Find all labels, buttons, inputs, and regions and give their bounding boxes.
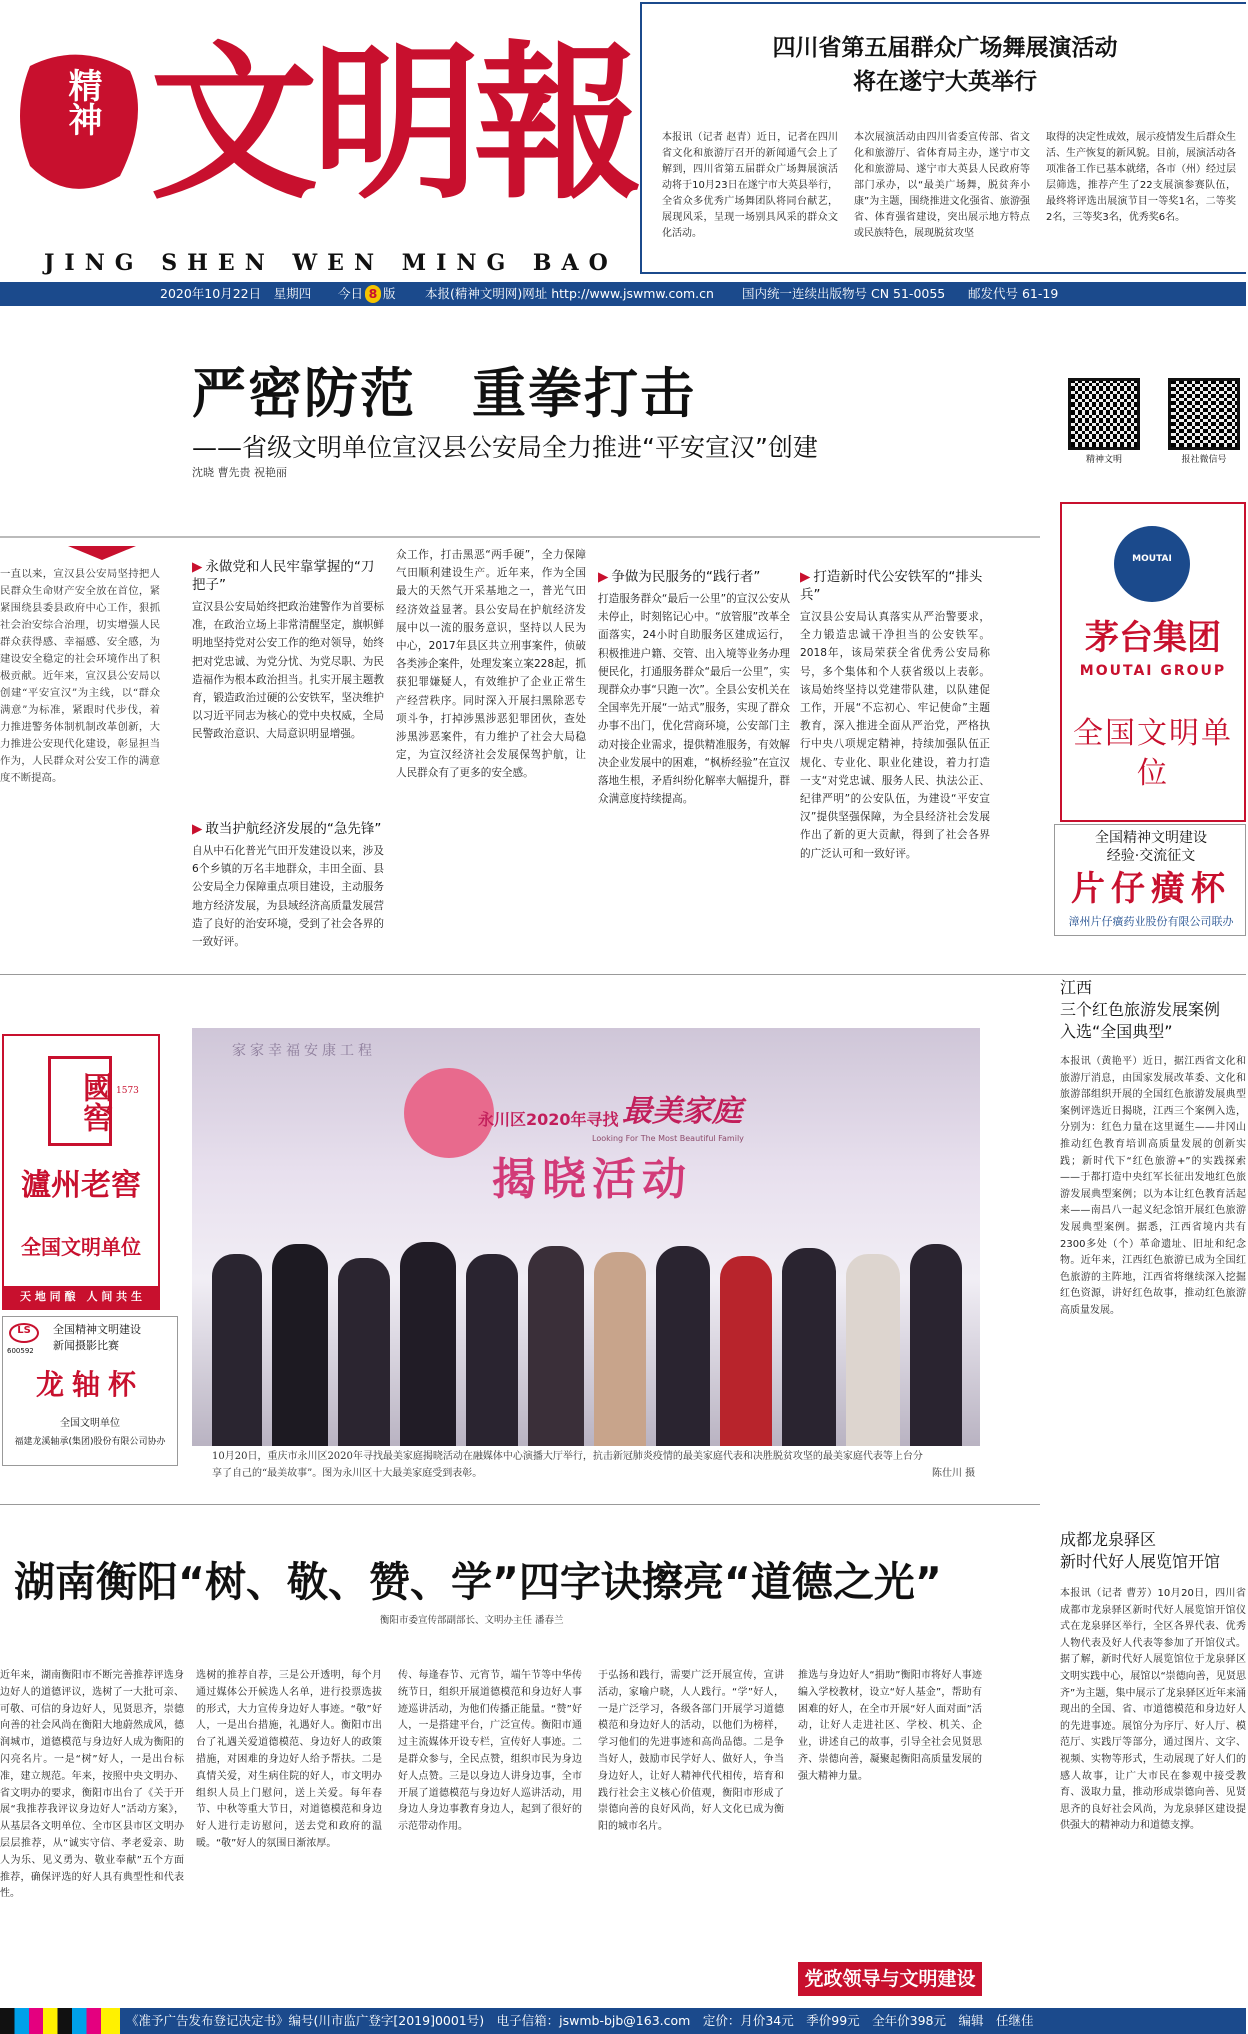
lzlj-seal: 國窖 — [77, 1072, 112, 1132]
lead-col1-subhead-1-text: 永做党和人民牢靠掌握的“刀把子” — [192, 559, 375, 593]
lead-col1-text-2: 自从中石化普光气田开发建设以来，涉及6个乡镇的万名丰地群众，丰田全面、县公安局全力保障重点项目建设，主动服务地方经济发展，为县域经济高质量发展营造了良好的治安环境，受到了社会各界的一致好评。 — [192, 845, 384, 949]
issue-date: 2020年10月22日 星期四 — [160, 286, 312, 301]
sidebar2-text: 本报讯（记者 曹芳）10月20日，四川省成都市龙泉驿区新时代好人展览馆开馆仪式在龙泉驿区举行，全区各界代表、优秀人物代表及好人代表等参加了开馆仪式。据了解，新时代好人展览馆位于龙泉驿区文明实践中心，展馆以“崇德向善，见贤思齐”为主题，集中展示了龙泉驿区近年来涌现出的全国、省、市道德模范和身边好人的先进事迹。展馆分为序厅、好人厅、模范厅、实践厅等部分，通过图片、文字、视频、实物等形式，生动展现了好人们的感人故事，让广大市民在参观中接受教育、汲取力量，推动形成崇德向善、见贤思齐的良好社会风尚，为龙泉驿区建设提供强大的精神动力和道德支撑。 — [1060, 1588, 1246, 1832]
photo-caption: 10月20日，重庆市永川区2020年寻找最美家庭揭晓活动在融媒体中心演播大厅举行，抗击新冠肺炎疫情的最美家庭代表和决胜脱贫攻坚的最美家庭代表等上台分享了自己的“最美故事”。图为永川区十大最美家庭受到表彰。 — [212, 1451, 923, 1479]
person — [846, 1254, 900, 1446]
sidebar1-title-1: 江西 — [1060, 978, 1093, 997]
pages-num: 8 — [365, 285, 381, 303]
lzlj-seal-year: 1573 — [116, 1086, 139, 1096]
hunan-col-3: 传、每逢春节、元宵节，端午节等中华传统节日，组织开展道德模范和身边好人事迹巡讲活动，为他们传播正能量。“赞”好人，一是搭建平台，广泛宣传。衡阳市通过主流媒体开设专栏，宣传好人事迹。二是群众参与，全民点赞，组织市民为身边好人点赞。三是以身边人讲身边事，全市开展了道德模范与身边好人巡讲活动，用身边人身边事教育身边人，起到了很好的示范带动作用。 — [398, 1670, 582, 1833]
sidebar1-top-rule — [0, 974, 1246, 975]
hunan-col-1: 近年来，湖南衡阳市不断完善推荐评选身边好人的道德评议，选树了一大批可亲、可敬、可信的身边好人，见贤思齐，崇德向善的社会风尚在衡阳大地蔚然成风，德润城市，道德模范与身边好人成为衡阳的闪亮名片。一是“树”好人，一是出台标准，建立规范。年来，按照中央文明办、省文明办的要求，衡阳市出台了《关于开展“我推荐我评议身边好人”活动方案》，从基层各文明单位、全市区县市区文明办层层推荐，从“诚实守信、孝老爱亲、助人为乐、见义勇为、敬业奉献”五个方面推荐，确保评选的好人具有典型性和代表性。 — [0, 1670, 184, 1900]
postal-code: 邮发代号 61-19 — [968, 286, 1059, 301]
photo-banner-main: 最美家庭 — [622, 1094, 742, 1129]
qr-code-1[interactable] — [1068, 378, 1140, 450]
lead-col-4 — [800, 546, 990, 960]
person — [528, 1246, 584, 1446]
photo-banner-prefix: 永川区2020年寻找 — [478, 1110, 619, 1129]
lead-col4-subhead — [800, 568, 990, 604]
play-icon: ▶ — [598, 569, 609, 585]
lead-col1-subhead-2-text: 敢当护航经济发展的“急先锋” — [205, 821, 382, 837]
masthead-seal — [10, 46, 150, 196]
website-link[interactable]: 本报(精神文明网)网址 http://www.jswmw.com.cn — [425, 286, 714, 301]
sidebar2-title-2: 新时代好人展览馆开馆 — [1060, 1552, 1221, 1571]
lzlj-ad[interactable] — [2, 1034, 160, 1310]
lead-col3-subhead-text: 争做为民服务的“践行者” — [611, 569, 761, 585]
masthead-pinyin: JING SHEN WEN MING BAO — [44, 250, 618, 276]
lead-headline: 严密防范 重拳打击 — [192, 362, 696, 425]
play-icon: ▶ — [800, 569, 811, 585]
lead-subtitle: ——省级文明单位宣汉县公安局全力推进“平安宣汉”创建 — [192, 433, 818, 462]
lead-col-2: 众工作，打击黑恶“两手硬”，全力保障气田顺利建设生产。近年来，作为全国最大的天然气开采基地之一，普光气田经济效益显著。县公安局在护航经济发展中以一流的服务意识，坚持以人民为中心，2017年县区共立刑事案件，侦破各类涉企案件，处理发案立案228起，抓获犯罪嫌疑人，有效维护了企业正常生产经营秩序。同时深入开展扫黑除恶专项斗争，打掉涉黑涉恶犯罪团伙，查处涉黑涉恶案件，有力维护了社会大局稳定，为宣汉经济社会发展保驾护航，让人民群众有了更多的安全感。 — [396, 549, 586, 780]
sidebar1-text: 本报讯（黄艳平）近日，据江西省文化和旅游厅消息，由国家发展改革委、文化和旅游部组织开展的全国红色旅游发展典型案例评选近日揭晓，江西三个案例入选，分别为：红色力量在这里诞生——井冈山推动红色教育培训高质量发展的创新实践；新时代下“红色旅游+”的实践探索——于都打造中央红军长征出发地红色旅游发展典型案例；以为本让红色教育活起来——南昌八一起义纪念馆开展红色旅游发展典型案例。据悉，江西省境内共有2300多处（个）革命遗址、旧址和纪念物。近年来，江西红色旅游已成为全国红色旅游的主阵地，江西省将继续深入挖掘红色资源，讲好红色故事，推动红色旅游高质量发展。 — [1060, 1056, 1246, 1316]
longzhou-top-1: 全国精神文明建设 — [53, 1323, 141, 1336]
lead-col3-subhead — [598, 568, 790, 586]
lead-byline: 沈晓 曹先贵 祝艳丽 — [192, 466, 287, 479]
pzh-top: 全国精神文明建设 — [1095, 830, 1207, 846]
lead-col-3 — [598, 546, 790, 960]
award-recipients — [212, 1224, 962, 1446]
person — [400, 1242, 456, 1446]
pages-suffix: 版 — [383, 286, 396, 301]
top-story-title-2: 将在遂宁大英举行 — [853, 69, 1037, 95]
hunan-headline: 湖南衡阳“树、敬、赞、学”四字诀擦亮“道德之光” — [14, 1558, 942, 1606]
play-icon: ▶ — [192, 821, 203, 837]
longzhou-company: 福建龙溪轴承(集团)股份有限公司协办 — [14, 1437, 166, 1447]
issn: 国内统一连续出版物号 CN 51-0055 — [742, 286, 946, 301]
lead-col1-subhead-1 — [192, 558, 384, 594]
lead-col4-text: 宣汉县公安局认真落实从严治警要求，全力锻造忠诚干净担当的公安铁军。2018年，该局荣获全省优秀公安局称号，多个集体和个人获省级以上表彰。该局始终坚持以党建带队建，以队建促工作，开展“不忘初心、牢记使命”主题教育，深入推进全面从严治党，严格执行中央八项规定精神，持续加强队伍正规化、专业化、职业化建设，着力打造一支“对党忠诚、服务人民、执法公正、纪律严明”的公安队伍，为建设“平安宣汉”提供坚强保障，为全县经济社会发展作出了新的更大贡献，得到了社会各界的广泛认可和一致好评。 — [800, 611, 990, 860]
pzh-mid: 经验·交流征文 — [1106, 848, 1196, 864]
ls-code: 600592 — [7, 1347, 34, 1355]
pages-count — [338, 282, 396, 306]
pages-prefix: 今日 — [338, 286, 364, 301]
person — [466, 1254, 518, 1446]
hunan-col-4: 于弘扬和践行，需要广泛开展宣传，宣讲活动，家喻户晓，人人践行。“学”好人，一是广泛学习，各级各部门开展学习道德模范和身边好人的活动，以他们为榜样，学习他们的先进事迹和高尚品德。二是争当好人，鼓励市民学好人、做好人，争当身边好人，让好人精神代代相传，培育和践行社会主义核心价值观，衡阳市形成了崇德向善的良好风尚，好人文化已成为衡阳的城市名片。 — [598, 1670, 784, 1833]
footer-text: 《准予广告发布登记决定书》编号(川市监广登字[2019]0001号) 电子信箱：jswmb-bjb@163.com 定价：月价34元 季价99元 全年价398元 编辑 任继佳 — [126, 2013, 1034, 2028]
person — [212, 1254, 262, 1446]
longzhou-unit: 全国文明单位 — [60, 1418, 120, 1429]
pzh-name: 片仔癀杯 — [1071, 869, 1231, 909]
person — [338, 1258, 390, 1446]
person — [656, 1246, 710, 1446]
top-story-col-1: 本报讯（记者 赵青）近日，记者在四川省文化和旅游厅召开的新闻通气会上了解到，四川省第五届群众广场舞展演活动将于10月23日在遂宁市大英县举行，全省众多优秀广场舞团队将同台献艺，展现风采，呈现一场别具风采的群众文化活动。 — [662, 132, 838, 239]
qr-label-2: 报社微信号 — [1181, 455, 1227, 465]
sidebar1-title-2: 三个红色旅游发展案例 — [1060, 1000, 1221, 1019]
person — [910, 1244, 962, 1446]
qr-code-2[interactable] — [1168, 378, 1240, 450]
moutai-cn-name: 茅台集团 — [1085, 618, 1221, 658]
qr-label-1: 精神文明 — [1085, 455, 1122, 465]
person — [720, 1256, 772, 1446]
lzlj-name: 瀘州老窖 — [21, 1168, 141, 1203]
lzlj-footer: 天 地 同 酿 人 间 共 生 — [4, 1286, 158, 1308]
hunan-col-5: 推选与身边好人“捐助”衡阳市将好人事迹编入学校教材，设立“好人基金”，帮助有困难的好人，在全市开展“好人面对面”活动，让好人走进社区、学校、机关、企业，讲述自己的故事，引导全社会见贤思齐、崇德向善，凝聚起衡阳高质量发展的强大精神力量。 — [798, 1670, 982, 1782]
longzhou-ad[interactable] — [2, 1316, 178, 1466]
ls-logo-text: LS — [17, 1325, 31, 1336]
hunan-top-rule — [0, 1504, 1040, 1505]
top-story-col-3: 取得的决定性成效，展示疫情发生后群众生活、生产恢复的新风貌。目前，展演活动各项准备工作已基本就绪，各市（州）经过层层筛选，推荐产生了22支展演参赛队伍，最终将评选出展演节目一等奖1名，二等奖2名，三等奖3名，优秀奖6名。 — [1046, 132, 1236, 223]
photo-banner-title: 揭晓活动 — [492, 1154, 692, 1205]
sidebar2-title-1: 成都龙泉驿区 — [1060, 1530, 1157, 1549]
lead-col-1 — [192, 554, 384, 964]
hunan-col-2: 选树的推荐自荐，三是公开透明，每个月通过媒体公开候选人名单，进行投票选拔的形式，大力宣传身边好人事迹。“敬”好人，一是出台措施，礼遇好人。衡阳市出台了礼遇关爱道德模范、身边好人的政策措施，对困难的身边好人给予帮扶。二是真情关爱，对生病住院的好人，市文明办组织人员上门慰问，送上关爱。每年春节、中秋等重大节日，对道德模范和身边好人进行走访慰问，送去党和政府的温暖。“敬”好人的氛围日渐浓厚。 — [196, 1670, 382, 1849]
photo-banner-en: Looking For The Most Beautiful Family — [592, 1134, 744, 1143]
feature-photo — [192, 1028, 980, 1446]
photo-backdrop-text: 家家幸福安康工程 — [232, 1043, 376, 1059]
lead-col1-text-1: 宣汉县公安局始终把政治建警作为首要标准，在政治立场上非常清醒坚定，旗帜鲜明地坚持党对公安工作的绝对领导，始终把对党忠诚、为党分忧、为党尽职、为民造福作为根本政治担当。扎实开展主题教育，锻造政治过硬的公安铁军，坚决维护以习近平同志为核心的党中央权威，全局民警政治意识、大局意识明显增强。 — [192, 601, 384, 741]
lead-col1-subhead-2 — [192, 820, 384, 838]
play-icon: ▶ — [192, 559, 203, 575]
lead-intro: 一直以来，宣汉县公安局坚持把人民群众生命财产安全放在首位，紧紧围绕县委县政府中心工作，狠抓社会治安综合治理，切实增强人民群众获得感、幸福感、安全感，为建设安全稳定的社会环境作出了积极贡献。近年来，宣汉县公安局以创建“平安宣汉”为主线，以“群众满意”为标准，紧跟时代步伐，着力推进警务体制机制改革创新，大力推进公安现代化建设，彰显担当作为，人民群众对公安工作的满意度不断提高。 — [0, 568, 160, 784]
pzh-ad[interactable] — [1054, 824, 1246, 936]
longzhou-name: 龙轴杯 — [35, 1368, 144, 1401]
footer-bar — [0, 2008, 1246, 2034]
lzlj-slogan: 全国文明单位 — [21, 1235, 141, 1259]
hunan-byline: 衡阳市委宣传部副部长、文明办主任 潘春兰 — [380, 1615, 564, 1626]
date-bar — [0, 282, 1246, 306]
seal-text: 精神 — [62, 68, 102, 136]
lead-top-rule — [0, 536, 1040, 538]
top-story-col-2: 本次展演活动由四川省委宣传部、省文化和旅游厅、省体育局主办，遂宁市文化和旅游局、遂宁市大英县人民政府等部门承办，以“最美广场舞，脱贫奔小康”为主题，围绕推进文化强省、旅游强省、体育强省建设，突出展示地方特点或民族特色，展现脱贫攻坚 — [854, 132, 1030, 239]
masthead-title: 文明報 — [150, 24, 636, 222]
person — [272, 1244, 328, 1446]
lead-col4-subhead-text: 打造新时代公安铁军的“排头兵” — [800, 569, 983, 603]
moutai-logo-text: MOUTAI — [1132, 554, 1172, 564]
red-arrow-icon — [68, 546, 136, 560]
moutai-en-name: MOUTAI GROUP — [1079, 663, 1227, 679]
color-registration-strip — [0, 2008, 120, 2034]
moutai-logo-icon — [1114, 526, 1190, 602]
photo-credit: 陈仕川 摄 — [932, 1468, 976, 1479]
top-story-title-1: 四川省第五届群众广场舞展演活动 — [772, 35, 1118, 61]
pzh-company: 漳州片仔癀药业股份有限公司联办 — [1068, 915, 1234, 928]
person — [782, 1248, 836, 1446]
moutai-slogan: 全国文明单位 — [1073, 716, 1233, 791]
lead-col3-text: 打造服务群众“最后一公里”的宣汉公安从未停止，时刻铭记心中。“放管服”改革全面落实，24小时自助服务区建成运行，积极推进户籍、交管、出入境等业务办理便民化，打通服务群众“最后一公里”，实现群众办事“只跑一次”。全县公安机关在全国率先开展“一站式”服务，实现了群众办事不出门，优化营商环境，公安部门主动对接企业需求，提供精准服务，有效解决企业发展中的困难，“枫桥经验”在宣汉落地生根，矛盾纠纷化解率大幅提升，群众满意度持续提高。 — [598, 593, 790, 806]
top-story-box — [640, 2, 1246, 274]
longzhou-top-2: 新闻摄影比赛 — [53, 1339, 119, 1352]
sidebar1-title-3: 入选“全国典型” — [1060, 1022, 1173, 1041]
person — [594, 1252, 646, 1446]
moutai-ad[interactable] — [1060, 502, 1246, 822]
hunan-banner: 党政领导与文明建设 — [798, 1962, 982, 1996]
